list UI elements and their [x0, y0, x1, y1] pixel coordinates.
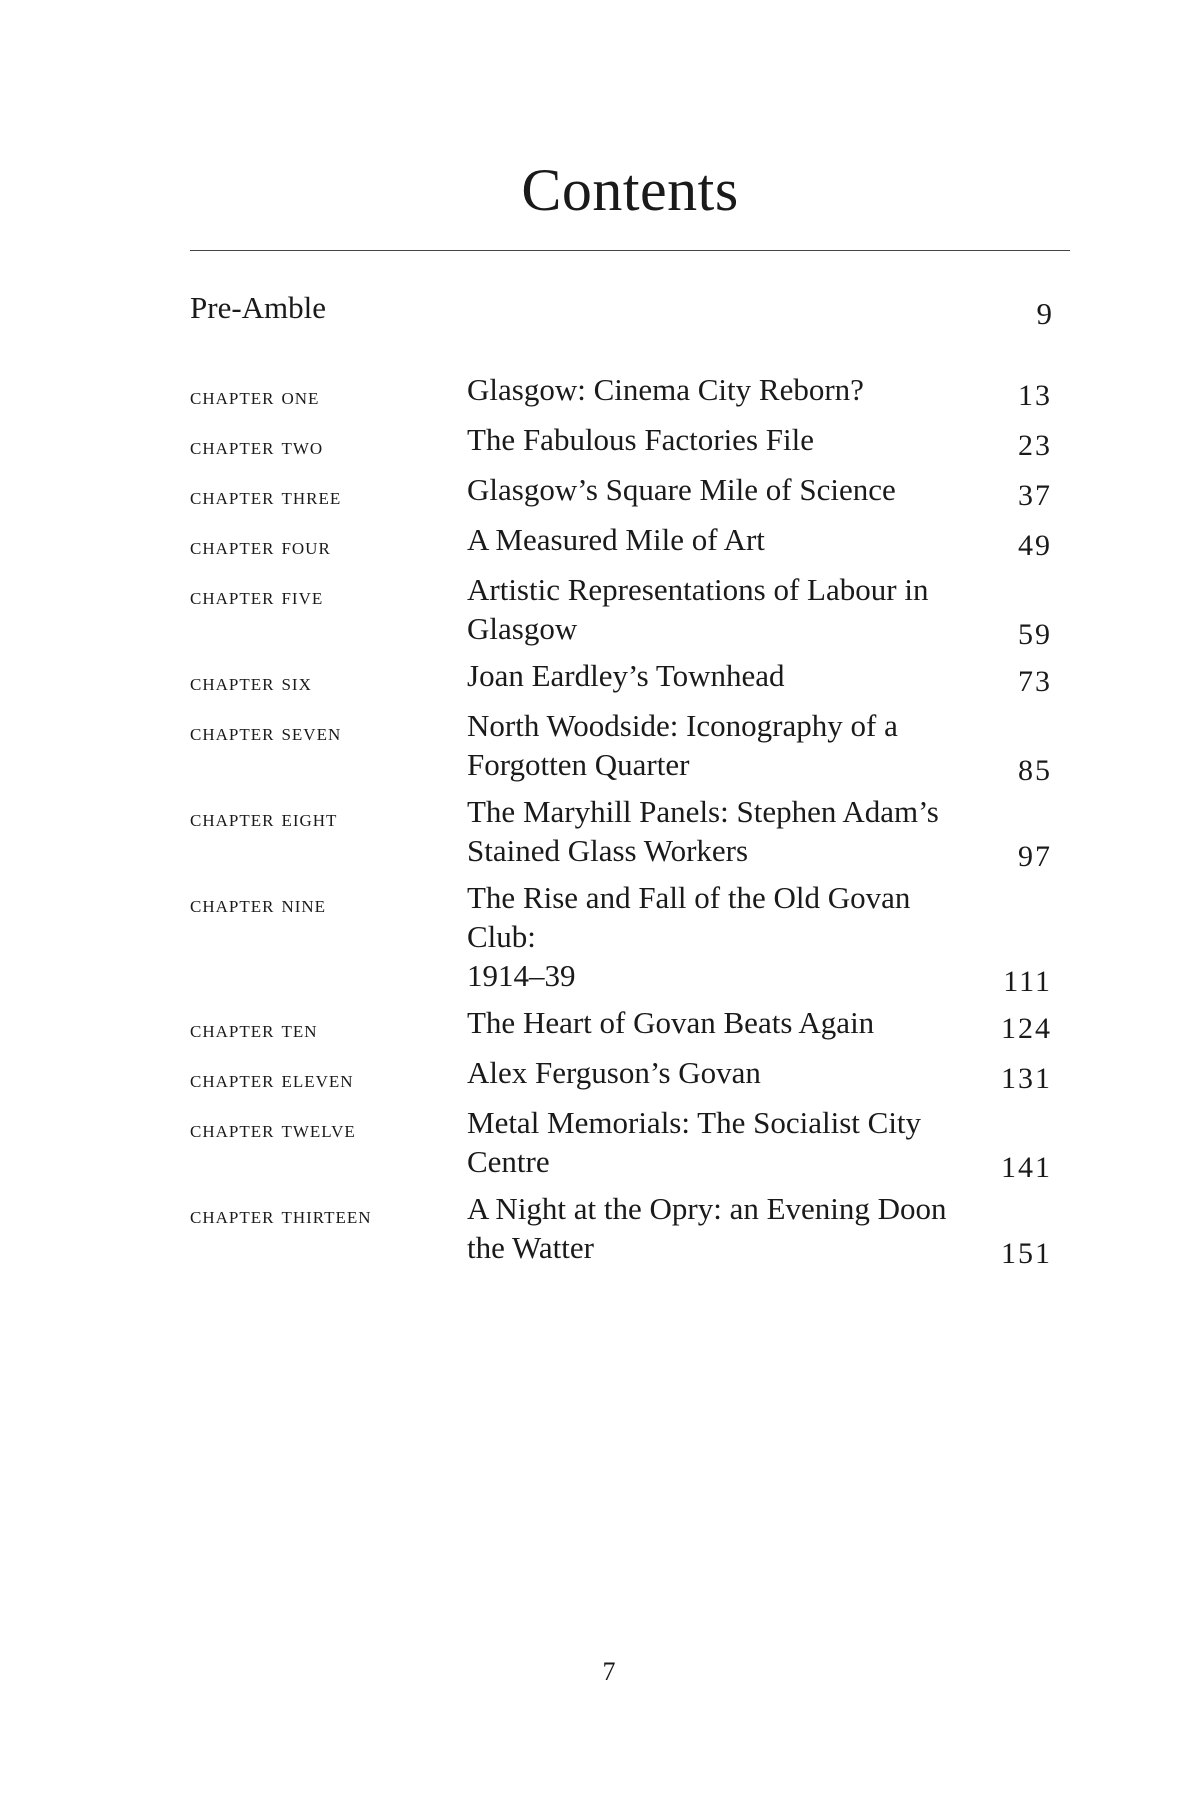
- toc-entry: [190, 792, 1052, 873]
- chapter-title-line: the Watter: [467, 1230, 594, 1265]
- chapter-page-number: 141: [1001, 1151, 1052, 1184]
- chapter-entry-body: [467, 420, 1052, 462]
- chapter-entry-body: [467, 706, 1052, 787]
- preamble-page-number: 9: [1036, 296, 1052, 331]
- chapter-entry-body: [467, 1053, 1052, 1095]
- chapter-title-line: Joan Eardley’s Townhead: [467, 658, 785, 693]
- chapter-title-line: Stained Glass Workers: [467, 833, 749, 868]
- chapter-label: chapter three: [190, 484, 342, 510]
- chapter-title: [467, 370, 992, 409]
- chapter-title: [467, 520, 992, 559]
- chapter-label: chapter seven: [190, 720, 342, 746]
- chapter-title-line: Metal Memorials: The Socialist City: [467, 1105, 922, 1140]
- chapter-entry-body: [467, 1003, 1052, 1045]
- toc-entry: [190, 520, 1052, 562]
- toc-entry: [190, 370, 1052, 412]
- chapter-page-number: 85: [1018, 754, 1052, 787]
- chapter-page-number: 73: [1018, 665, 1052, 698]
- chapter-title-line: Artistic Representations of Labour in: [467, 572, 929, 607]
- chapter-title-line: Alex Ferguson’s Govan: [467, 1055, 761, 1090]
- chapter-title-line: The Rise and Fall of the Old Govan Club:: [467, 880, 911, 954]
- chapter-title: [467, 1103, 992, 1181]
- toc-entry: [190, 878, 1052, 998]
- chapter-title: [467, 792, 992, 870]
- chapter-title: [467, 1189, 992, 1267]
- chapter-title: [467, 706, 992, 784]
- chapter-entry-body: [467, 656, 1052, 698]
- chapter-page-number: 23: [1018, 429, 1052, 462]
- title-divider: [190, 250, 1070, 251]
- page-folio: 7: [602, 1657, 616, 1686]
- chapter-page-number: 97: [1018, 840, 1052, 873]
- chapter-entry-body: [467, 570, 1052, 651]
- chapter-title-line: A Night at the Opry: an Evening Doon: [467, 1191, 947, 1226]
- chapter-title-line: 1914–39: [467, 958, 576, 993]
- chapter-label: chapter nine: [190, 892, 327, 918]
- chapter-title: [467, 1003, 992, 1042]
- chapter-title: [467, 570, 992, 648]
- chapter-title: [467, 420, 992, 459]
- chapter-title-line: Glasgow: Cinema City Reborn?: [467, 372, 864, 407]
- chapter-label: chapter eleven: [190, 1067, 354, 1093]
- toc-entry: [190, 570, 1052, 651]
- table-of-contents: [190, 370, 1052, 1275]
- chapter-entry-body: [467, 370, 1052, 412]
- chapter-entry-body: [467, 878, 1052, 998]
- chapter-label: chapter five: [190, 584, 324, 610]
- chapter-label: chapter two: [190, 434, 324, 460]
- chapter-page-number: 151: [1001, 1237, 1052, 1270]
- chapter-page-number: 13: [1018, 379, 1052, 412]
- preamble-label: Pre-Amble: [190, 290, 327, 325]
- toc-entry: [190, 706, 1052, 787]
- chapter-page-number: 49: [1018, 529, 1052, 562]
- chapter-title-line: North Woodside: Iconography of a: [467, 708, 898, 743]
- chapter-label: chapter twelve: [190, 1117, 356, 1143]
- chapter-title: [467, 878, 992, 995]
- chapter-title-line: Centre: [467, 1144, 550, 1179]
- page-title: Contents: [521, 157, 739, 223]
- toc-entry: [190, 420, 1052, 462]
- chapter-title-line: Glasgow’s Square Mile of Science: [467, 472, 896, 507]
- toc-entry: [190, 1053, 1052, 1095]
- chapter-title: [467, 470, 992, 509]
- toc-entry: [190, 1189, 1052, 1270]
- chapter-label: chapter ten: [190, 1017, 318, 1043]
- chapter-page-number: 131: [1001, 1062, 1052, 1095]
- chapter-title-line: The Fabulous Factories File: [467, 422, 814, 457]
- chapter-entry-body: [467, 470, 1052, 512]
- toc-entry: [190, 656, 1052, 698]
- chapter-title-line: Glasgow: [467, 611, 578, 646]
- chapter-label: chapter eight: [190, 806, 338, 832]
- chapter-title-line: The Heart of Govan Beats Again: [467, 1005, 875, 1040]
- chapter-page-number: 124: [1001, 1012, 1052, 1045]
- chapter-title-line: Forgotten Quarter: [467, 747, 690, 782]
- chapter-entry-body: [467, 1189, 1052, 1270]
- chapter-page-number: 37: [1018, 479, 1052, 512]
- chapter-label: chapter four: [190, 534, 331, 560]
- chapter-entry-body: [467, 520, 1052, 562]
- chapter-title: [467, 1053, 992, 1092]
- chapter-page-number: 111: [1003, 965, 1052, 998]
- toc-entry: [190, 470, 1052, 512]
- toc-entry: [190, 1003, 1052, 1045]
- chapter-label: chapter thirteen: [190, 1203, 372, 1229]
- chapter-label: chapter six: [190, 670, 312, 696]
- chapter-entry-body: [467, 1103, 1052, 1184]
- chapter-title-line: The Maryhill Panels: Stephen Adam’s: [467, 794, 939, 829]
- chapter-entry-body: [467, 792, 1052, 873]
- chapter-title-line: A Measured Mile of Art: [467, 522, 765, 557]
- chapter-label: chapter one: [190, 384, 320, 410]
- toc-entry: [190, 1103, 1052, 1184]
- chapter-page-number: 59: [1018, 618, 1052, 651]
- chapter-title: [467, 656, 992, 695]
